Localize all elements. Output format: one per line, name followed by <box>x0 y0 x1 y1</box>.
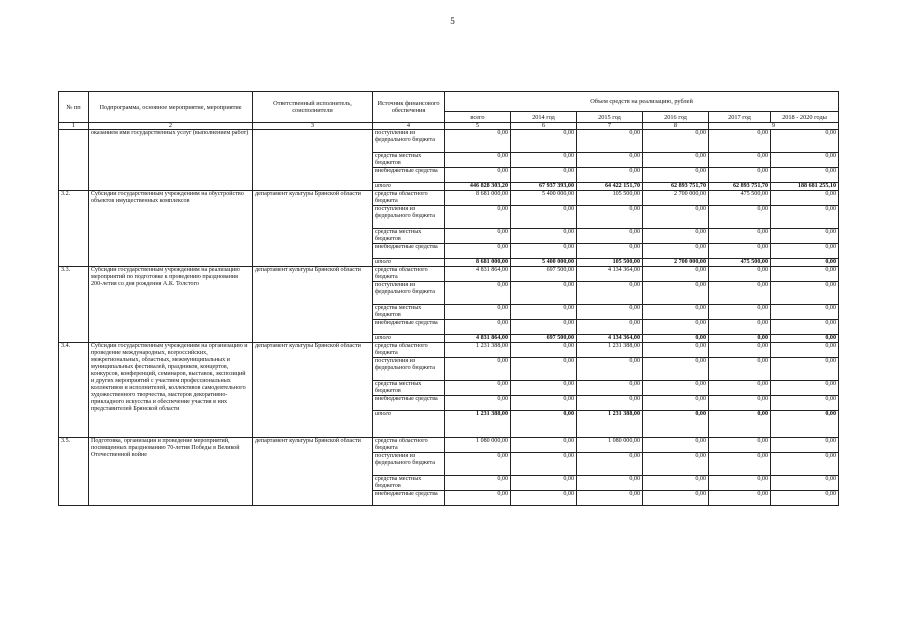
source-label: средства местных бюджетов <box>373 305 445 320</box>
col-number: 1 <box>59 123 89 130</box>
source-label: внебюджетные средства <box>373 244 445 259</box>
amount-cell: 0,00 <box>771 229 839 244</box>
header-executor: Ответственный исполнитель, соисполнители <box>253 92 373 123</box>
source-label: поступления из федерального бюджета <box>373 453 445 476</box>
amount-cell: 0,00 <box>577 168 643 183</box>
amount-cell: 0,00 <box>511 491 577 506</box>
amount-cell: 0,00 <box>771 396 839 411</box>
page-number: 5 <box>450 16 455 26</box>
amount-cell: 2 700 000,00 <box>643 191 709 206</box>
program-text: Субсидии государственным учреждениям на обустройство объектов имущественных комплексов <box>89 191 253 267</box>
source-label: итого <box>373 183 445 191</box>
amount-cell: 0,00 <box>511 343 577 358</box>
amount-cell: 4 831 864,00 <box>445 267 511 282</box>
row-number: 3.5. <box>59 438 89 506</box>
amount-cell: 0,00 <box>511 358 577 381</box>
program-text: Субсидии государственным учреждениям на организацию и проведение международных, всероссийских, межрегиональных, областных, межмуниципальных и муниципальных фестивалей, праздников, концертов, конкурсов, конференций, семинаров, выставок, экспозиций и других мероприятий с участием профессиональных коллективов и исполнителей, коллективов самодеятельного художественного творчества, мастеров декоративно-прикладного искусства и обеспечение участия в них представителей Брянской области <box>89 343 253 438</box>
amount-cell: 0,00 <box>511 229 577 244</box>
amount-cell: 0,00 <box>577 282 643 305</box>
total-cell: 0,00 <box>643 411 709 438</box>
amount-cell: 0,00 <box>511 381 577 396</box>
source-label: средства местных бюджетов <box>373 381 445 396</box>
total-cell: 0,00 <box>709 411 771 438</box>
source-label: средства областного бюджета <box>373 191 445 206</box>
amount-cell: 0,00 <box>643 130 709 153</box>
amount-cell: 0,00 <box>643 320 709 335</box>
total-cell: 446 828 303,20 <box>445 183 511 191</box>
amount-cell: 0,00 <box>709 168 771 183</box>
total-cell: 697 500,00 <box>511 335 577 343</box>
total-cell: 64 422 151,70 <box>577 183 643 191</box>
total-cell: 0,00 <box>771 259 839 267</box>
table-row <box>59 130 839 153</box>
amount-cell: 0,00 <box>445 453 511 476</box>
amount-cell: 0,00 <box>445 491 511 506</box>
amount-cell: 697 500,00 <box>511 267 577 282</box>
amount-cell: 475 500,00 <box>709 191 771 206</box>
amount-cell: 0,00 <box>445 168 511 183</box>
amount-cell: 0,00 <box>771 305 839 320</box>
amount-cell: 0,00 <box>643 491 709 506</box>
col-number: 5 <box>445 123 511 130</box>
source-label: итого <box>373 259 445 267</box>
amount-cell: 0,00 <box>511 476 577 491</box>
amount-cell: 0,00 <box>771 453 839 476</box>
amount-cell: 0,00 <box>643 206 709 229</box>
amount-cell: 0,00 <box>709 358 771 381</box>
amount-cell: 0,00 <box>577 229 643 244</box>
col-number: 7 <box>577 123 643 130</box>
amount-cell: 0,00 <box>511 206 577 229</box>
amount-cell: 0,00 <box>445 153 511 168</box>
total-cell: 0,00 <box>771 335 839 343</box>
amount-cell: 0,00 <box>577 396 643 411</box>
amount-cell: 0,00 <box>511 244 577 259</box>
col-number: 9 <box>709 123 839 130</box>
amount-cell: 0,00 <box>771 206 839 229</box>
amount-cell: 0,00 <box>709 206 771 229</box>
col-number: 2 <box>89 123 253 130</box>
source-label: внебюджетные средства <box>373 320 445 335</box>
amount-cell: 1 080 000,00 <box>445 438 511 453</box>
amount-cell: 0,00 <box>445 320 511 335</box>
amount-cell: 0,00 <box>445 130 511 153</box>
amount-cell: 0,00 <box>643 396 709 411</box>
header-volume: Объем средств на реализацию, рублей <box>445 92 839 112</box>
total-cell: 1 231 388,00 <box>577 411 643 438</box>
source-label: средства областного бюджета <box>373 343 445 358</box>
source-label: внебюджетные средства <box>373 168 445 183</box>
total-cell: 475 500,00 <box>709 259 771 267</box>
header-2014: 2014 год <box>511 112 577 123</box>
total-cell: 4 831 864,00 <box>445 335 511 343</box>
budget-table <box>58 91 839 506</box>
amount-cell: 0,00 <box>445 396 511 411</box>
amount-cell: 0,00 <box>577 453 643 476</box>
amount-cell: 0,00 <box>577 358 643 381</box>
amount-cell: 0,00 <box>643 305 709 320</box>
amount-cell: 0,00 <box>577 305 643 320</box>
amount-cell: 0,00 <box>643 168 709 183</box>
total-cell: 8 681 000,00 <box>445 259 511 267</box>
amount-cell: 0,00 <box>771 438 839 453</box>
amount-cell: 105 500,00 <box>577 191 643 206</box>
col-number: 4 <box>373 123 445 130</box>
header-program: Подпрограмма, основное мероприятие, мероприятие <box>89 92 253 123</box>
amount-cell: 0,00 <box>445 476 511 491</box>
amount-cell: 0,00 <box>709 438 771 453</box>
total-cell: 67 937 393,00 <box>511 183 577 191</box>
amount-cell: 0,00 <box>709 244 771 259</box>
amount-cell: 0,00 <box>771 267 839 282</box>
source-label: внебюджетные средства <box>373 491 445 506</box>
source-label: средства областного бюджета <box>373 438 445 453</box>
total-cell: 62 893 751,70 <box>643 183 709 191</box>
amount-cell: 0,00 <box>643 267 709 282</box>
header-row <box>59 92 839 112</box>
source-label: поступления из федерального бюджета <box>373 130 445 153</box>
amount-cell: 0,00 <box>709 267 771 282</box>
col-number: 3 <box>253 123 373 130</box>
amount-cell: 0,00 <box>445 206 511 229</box>
header-2016: 2016 год <box>643 112 709 123</box>
source-label: итого <box>373 335 445 343</box>
amount-cell: 0,00 <box>577 244 643 259</box>
amount-cell: 0,00 <box>643 453 709 476</box>
amount-cell: 0,00 <box>445 282 511 305</box>
executor-text <box>253 130 373 191</box>
header-2015: 2015 год <box>577 112 643 123</box>
amount-cell: 0,00 <box>709 282 771 305</box>
amount-cell: 0,00 <box>445 381 511 396</box>
amount-cell: 0,00 <box>445 358 511 381</box>
total-cell: 62 893 751,70 <box>709 183 771 191</box>
header-2018-2020: 2018 - 2020 годы <box>771 112 839 123</box>
amount-cell: 0,00 <box>643 153 709 168</box>
header-no: № пп <box>59 92 89 123</box>
amount-cell: 0,00 <box>577 206 643 229</box>
amount-cell: 4 134 364,00 <box>577 267 643 282</box>
amount-cell: 0,00 <box>577 320 643 335</box>
total-cell: 105 500,00 <box>577 259 643 267</box>
amount-cell: 0,00 <box>771 343 839 358</box>
amount-cell: 0,00 <box>771 320 839 335</box>
amount-cell: 0,00 <box>511 305 577 320</box>
amount-cell: 0,00 <box>771 153 839 168</box>
source-label: поступления из федерального бюджета <box>373 282 445 305</box>
amount-cell: 0,00 <box>577 153 643 168</box>
total-cell: 2 700 000,00 <box>643 259 709 267</box>
amount-cell: 0,00 <box>511 153 577 168</box>
amount-cell: 0,00 <box>643 282 709 305</box>
amount-cell: 0,00 <box>577 381 643 396</box>
total-cell: 1 231 388,00 <box>445 411 511 438</box>
amount-cell: 0,00 <box>709 305 771 320</box>
row-number <box>59 130 89 191</box>
amount-cell: 0,00 <box>771 244 839 259</box>
source-label: средства местных бюджетов <box>373 153 445 168</box>
amount-cell: 0,00 <box>577 130 643 153</box>
amount-cell: 0,00 <box>709 491 771 506</box>
amount-cell: 0,00 <box>511 320 577 335</box>
column-number-row <box>59 123 839 130</box>
source-label: итого <box>373 411 445 438</box>
source-label: средства местных бюджетов <box>373 476 445 491</box>
amount-cell: 0,00 <box>771 381 839 396</box>
table-row <box>59 267 839 282</box>
total-cell: 188 681 255,10 <box>771 183 839 191</box>
executor-text: департамент культуры Брянской области <box>253 438 373 506</box>
amount-cell: 0,00 <box>511 396 577 411</box>
amount-cell: 0,00 <box>709 396 771 411</box>
col-number: 8 <box>643 123 709 130</box>
total-cell: 0,00 <box>643 335 709 343</box>
header-2017: 2017 год <box>709 112 771 123</box>
amount-cell: 0,00 <box>577 476 643 491</box>
total-cell: 0,00 <box>709 335 771 343</box>
amount-cell: 0,00 <box>771 168 839 183</box>
total-cell: 0,00 <box>511 411 577 438</box>
amount-cell: 0,00 <box>771 130 839 153</box>
amount-cell: 0,00 <box>709 320 771 335</box>
amount-cell: 0,00 <box>445 229 511 244</box>
amount-cell: 0,00 <box>511 130 577 153</box>
amount-cell: 0,00 <box>771 282 839 305</box>
executor-text: департамент культуры Брянской области <box>253 267 373 343</box>
amount-cell: 0,00 <box>643 438 709 453</box>
amount-cell: 0,00 <box>771 491 839 506</box>
total-cell: 0,00 <box>771 411 839 438</box>
amount-cell: 0,00 <box>709 453 771 476</box>
amount-cell: 0,00 <box>445 244 511 259</box>
amount-cell: 0,00 <box>709 153 771 168</box>
amount-cell: 0,00 <box>771 476 839 491</box>
program-text: Субсидии государственным учреждениям на реализацию мероприятий по подготовке к проведению празднования 200-летия со дня рождения А.К. Толстого <box>89 267 253 343</box>
row-number: 3.2. <box>59 191 89 267</box>
total-cell: 4 134 364,00 <box>577 335 643 343</box>
program-text: Подготовка, организация и проведение мероприятий, посвященных празднованию 70-летия Победы в Великой Отечественной войне <box>89 438 253 506</box>
amount-cell: 1 231 388,00 <box>445 343 511 358</box>
amount-cell: 0,00 <box>511 282 577 305</box>
col-number: 6 <box>511 123 577 130</box>
amount-cell: 0,00 <box>643 476 709 491</box>
amount-cell: 0,00 <box>577 491 643 506</box>
table-row <box>59 191 839 206</box>
row-number: 3.3. <box>59 267 89 343</box>
table-row <box>59 343 839 358</box>
source-label: средства местных бюджетов <box>373 229 445 244</box>
amount-cell: 0,00 <box>643 244 709 259</box>
row-number: 3.4. <box>59 343 89 438</box>
amount-cell: 0,00 <box>511 168 577 183</box>
header-source: Источник финансового обеспечения <box>373 92 445 123</box>
amount-cell: 0,00 <box>643 229 709 244</box>
amount-cell: 0,00 <box>709 130 771 153</box>
amount-cell: 0,00 <box>511 453 577 476</box>
source-label: поступления из федерального бюджета <box>373 358 445 381</box>
executor-text: департамент культуры Брянской области <box>253 343 373 438</box>
amount-cell: 0,00 <box>643 381 709 396</box>
table-row <box>59 438 839 453</box>
amount-cell: 0,00 <box>771 358 839 381</box>
amount-cell: 0,00 <box>709 476 771 491</box>
amount-cell: 0,00 <box>709 229 771 244</box>
executor-text: департамент культуры Брянской области <box>253 191 373 267</box>
amount-cell: 0,00 <box>643 343 709 358</box>
amount-cell: 0,00 <box>643 358 709 381</box>
source-label: внебюджетные средства <box>373 396 445 411</box>
amount-cell: 0,00 <box>445 305 511 320</box>
amount-cell: 0,00 <box>511 438 577 453</box>
amount-cell: 5 400 000,00 <box>511 191 577 206</box>
amount-cell: 1 080 000,00 <box>577 438 643 453</box>
source-label: поступления из федерального бюджета <box>373 206 445 229</box>
amount-cell: 0,00 <box>709 381 771 396</box>
amount-cell: 0,00 <box>709 343 771 358</box>
amount-cell: 8 681 000,00 <box>445 191 511 206</box>
source-label: средства областного бюджета <box>373 267 445 282</box>
header-total: всего <box>445 112 511 123</box>
amount-cell: 0,00 <box>771 191 839 206</box>
total-cell: 5 400 000,00 <box>511 259 577 267</box>
amount-cell: 1 231 388,00 <box>577 343 643 358</box>
program-text: оказанием ими государственных услуг (выполнением работ) <box>89 130 253 191</box>
